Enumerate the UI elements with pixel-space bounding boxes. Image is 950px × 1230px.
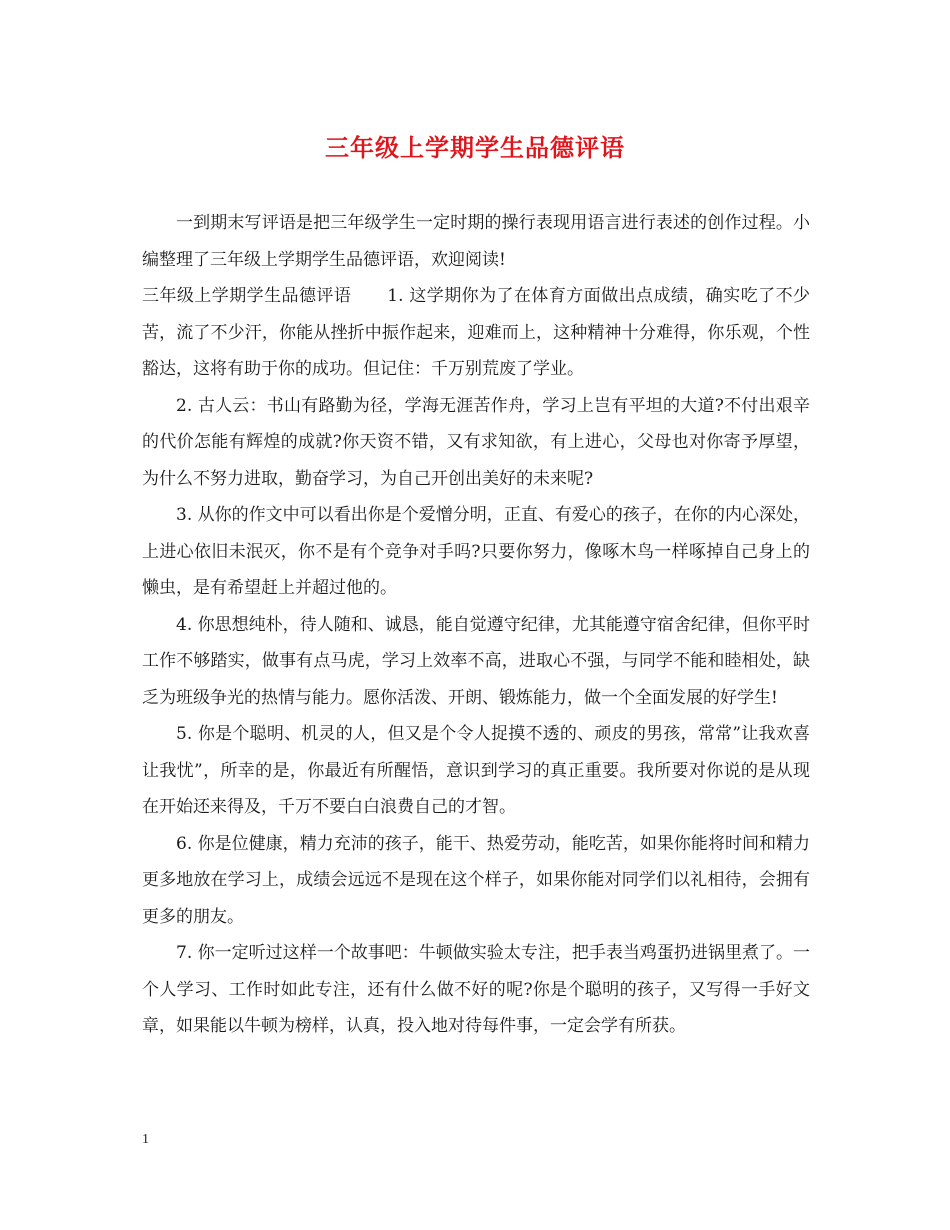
comment-item-6: 6. 你是位健康，精力充沛的孩子，能干、热爱劳动，能吃苦，如果你能将时间和精力更多地放在学习上，成绩会远远不是现在这个样子，如果你能对同学们以礼相待，会拥有更多的朋友。 xyxy=(142,833,810,927)
comment-item-3: 3. 从你的作文中可以看出你是个爱憎分明，正直、有爱心的孩子，在你的内心深处，上进心依旧未泯灭，你不是有个竞争对手吗?只要你努力，像啄木鸟一样啄掉自己身上的懒虫，是有希望赶上并超过他的。 xyxy=(142,505,810,598)
comment-item-4: 4. 你思想纯朴，待人随和、诚恳，能自觉遵守纪律，尤其能遵守宿舍纪律，但你平时工作不够踏实，做事有点马虎，学习上效率不高，进取心不强，与同学不能和睦相处，缺乏为班级争光的热情与能力。愿你活泼、开朗、锻炼能力，做一个全面发展的好学生! xyxy=(142,614,810,708)
intro-paragraph: 一到期末写评语是把三年级学生一定时期的操行表现用语言进行表述的创作过程。小编整理了三年级上学期学生品德评语，欢迎阅读! xyxy=(142,213,810,270)
section-heading: 三年级上学期学生品德评语 xyxy=(142,286,352,306)
page-number: 1 xyxy=(142,1132,149,1147)
comment-item-1: 1. 这学期你为了在体育方面做出点成绩，确实吃了不少苦，流了不少汗，你能从挫折中振作起来，迎难而上，这种精神十分难得，你乐观，个性豁达，这将有助于你的成功。但记住：千万别荒废了学业。 xyxy=(142,286,811,379)
comment-item-2: 2. 古人云：书山有路勤为径，学海无涯苦作舟，学习上岂有平坦的大道?不付出艰辛的代价怎能有辉煌的成就?你天资不错，又有求知欲，有上进心，父母也对你寄予厚望，为什么不努力进取，勤奋学习，为自己开创出美好的未来呢? xyxy=(142,395,810,489)
section-paragraph-1 xyxy=(142,278,810,388)
comment-item-5: 5. 你是个聪明、机灵的人，但又是个令人捉摸不透的、顽皮的男孩，常常”让我欢喜让我忧”，所幸的是，你最近有所醒悟，意识到学习的真正重要。我所要对你说的是从现在开始还来得及，千万不要白白浪费自己的才智。 xyxy=(142,724,810,817)
document-title: 三年级上学期学生品德评语 xyxy=(325,134,625,162)
comment-item-7: 7. 你一定听过这样一个故事吧：牛顿做实验太专注，把手表当鸡蛋扔进锅里煮了。一个人学习、工作时如此专注，还有什么做不好的呢?你是个聪明的孩子，又写得一手好文章，如果能以牛顿为榜样，认真，投入地对待每件事，一定会学有所获。 xyxy=(142,943,810,1036)
document-body xyxy=(142,205,810,1045)
